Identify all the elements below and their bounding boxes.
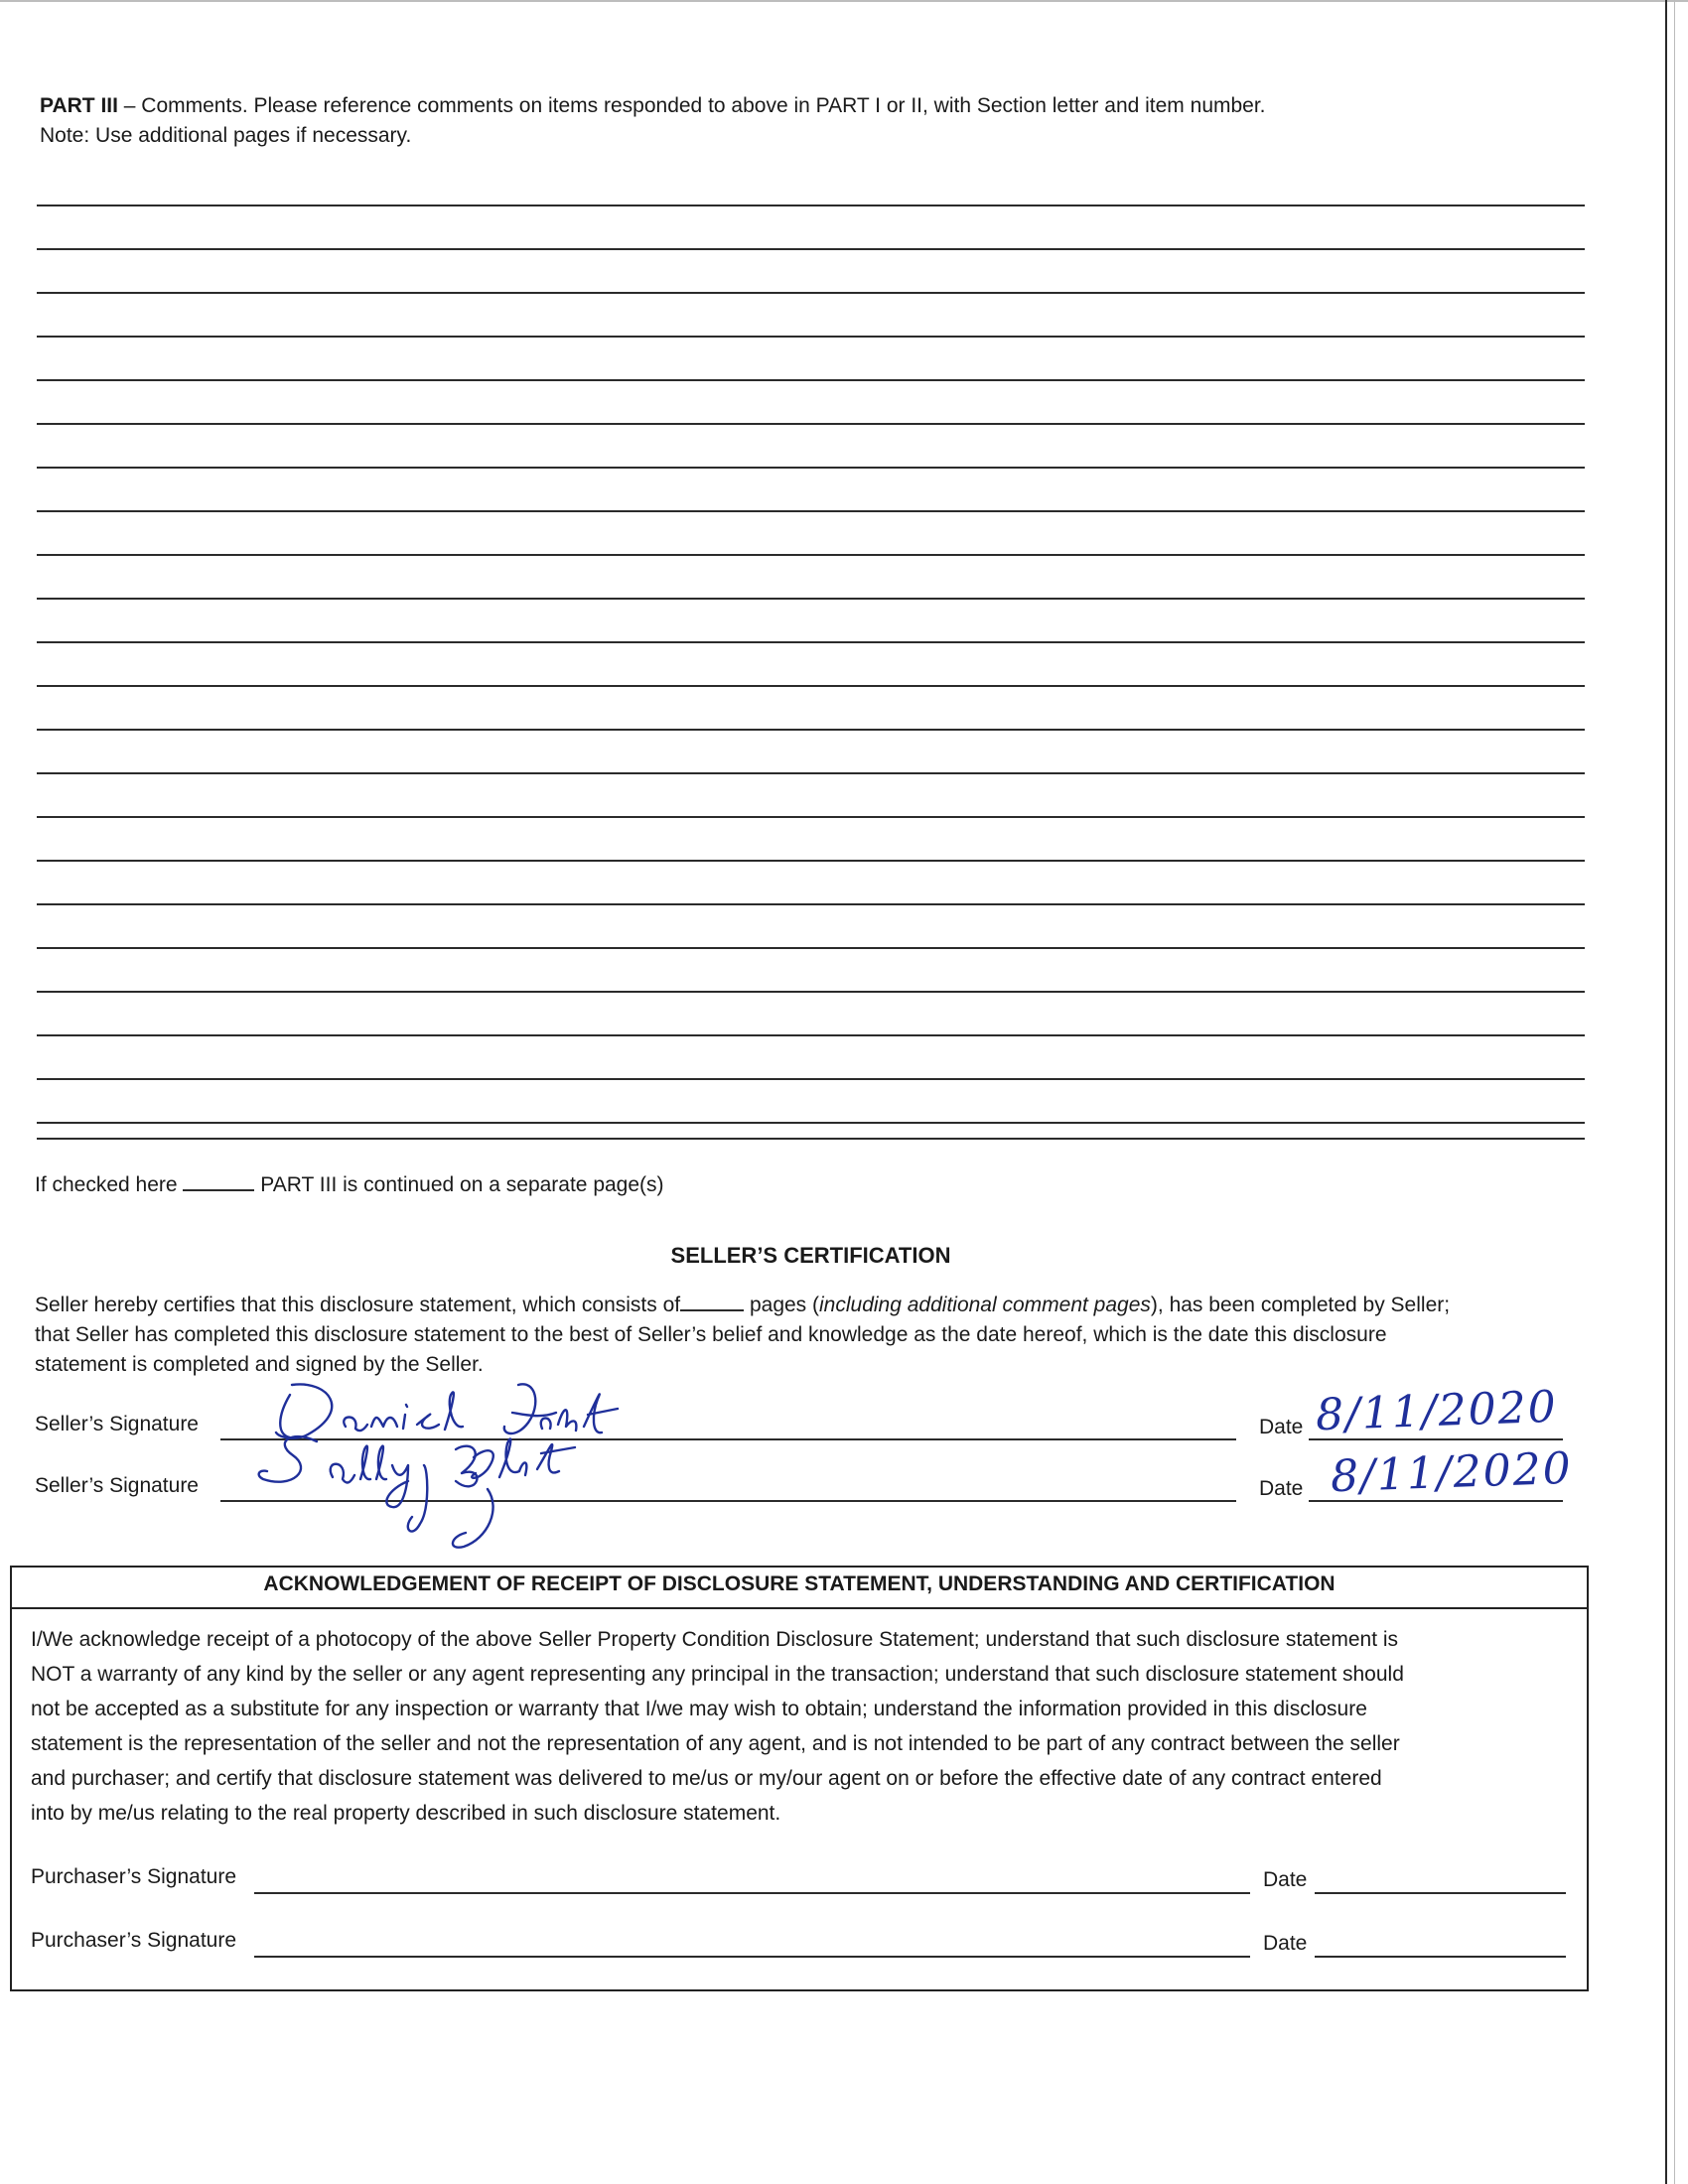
comment-line[interactable] xyxy=(37,554,1585,556)
comment-line[interactable] xyxy=(37,947,1585,949)
part3-heading-text: – Comments. Please reference comments on items responded to above in PART I or II, with Section letter and item number. xyxy=(117,94,1266,117)
comment-line[interactable] xyxy=(37,729,1585,731)
part3-label: PART III xyxy=(40,94,118,117)
comment-line[interactable] xyxy=(37,205,1585,206)
comment-line[interactable] xyxy=(37,816,1585,818)
seller-date-value-2: 8/11/2020 xyxy=(1330,1442,1574,1503)
acknowledgement-text-line: into by me/us relating to the real property described in such disclosure statement. xyxy=(31,1802,781,1825)
comment-line[interactable] xyxy=(37,336,1585,338)
purchaser-signature-line-1[interactable] xyxy=(254,1892,1250,1894)
cert-text-c: ), has been completed by Seller; xyxy=(1150,1294,1451,1316)
comment-line[interactable] xyxy=(37,248,1585,250)
comment-line[interactable] xyxy=(37,1138,1585,1140)
comment-line[interactable] xyxy=(37,379,1585,381)
certification-paragraph-line-2: that Seller has completed this disclosure statement to the best of Seller’s belief and knowledge as the date hereof, which is the date this disclosure xyxy=(35,1323,1387,1346)
acknowledgement-text-line: NOT a warranty of any kind by the seller or any agent representing any principal in the transaction; understand that such disclosure statement should xyxy=(31,1663,1404,1686)
purchaser-signature-label-1: Purchaser’s Signature xyxy=(31,1865,237,1888)
acknowledgement-text-line: statement is the representation of the seller and not the representation of any agent, and is not intended to be part of any contract between the seller xyxy=(31,1732,1400,1755)
continued-prefix: If checked here xyxy=(35,1173,178,1196)
acknowledgement-box xyxy=(10,1566,1589,1991)
continued-suffix: PART III is continued on a separate page(s) xyxy=(260,1173,664,1196)
acknowledgement-title: ACKNOWLEDGEMENT OF RECEIPT OF DISCLOSURE STATEMENT, UNDERSTANDING AND CERTIFICATION xyxy=(263,1572,1336,1595)
purchaser-signature-label-2: Purchaser’s Signature xyxy=(31,1929,237,1952)
scan-edge-right xyxy=(1665,0,1667,2184)
acknowledgement-text-line: and purchaser; and certify that disclosure statement was delivered to me/us or my/our agent on or before the effective date of any contract entered xyxy=(31,1767,1382,1790)
comment-line[interactable] xyxy=(37,641,1585,643)
purchaser-signature-line-2[interactable] xyxy=(254,1956,1250,1958)
page-count-blank[interactable] xyxy=(680,1292,744,1311)
continued-row xyxy=(35,1170,664,1200)
seller-signature-label-1: Seller’s Signature xyxy=(35,1413,199,1435)
certification-paragraph-line-3: statement is completed and signed by the Seller. xyxy=(35,1353,484,1376)
seller-certification-title: SELLER’S CERTIFICATION xyxy=(670,1243,951,1268)
comment-line[interactable] xyxy=(37,1078,1585,1080)
comment-line[interactable] xyxy=(37,467,1585,469)
continued-check-blank[interactable] xyxy=(183,1171,254,1191)
seller-date-label-2: Date xyxy=(1259,1477,1304,1500)
scan-edge-top xyxy=(0,0,1688,2)
comment-line[interactable] xyxy=(37,685,1585,687)
scan-edge-right-shadow xyxy=(1674,0,1675,2184)
seller-handwritten-signature-2 xyxy=(253,1430,591,1554)
seller-date-value-1: 8/11/2020 xyxy=(1315,1381,1559,1441)
comment-line[interactable] xyxy=(37,1034,1585,1036)
comment-line[interactable] xyxy=(37,903,1585,905)
comment-line[interactable] xyxy=(37,772,1585,774)
comment-line[interactable] xyxy=(37,510,1585,512)
comment-line[interactable] xyxy=(37,292,1585,294)
acknowledgement-text-line: not be accepted as a substitute for any inspection or warranty that I/we may wish to obtain; understand the information provided in this disclosure xyxy=(31,1698,1367,1720)
part3-heading xyxy=(40,91,1266,121)
comment-line[interactable] xyxy=(37,991,1585,993)
acknowledgement-text-line: I/We acknowledge receipt of a photocopy of the above Seller Property Condition Disclosure Statement; understand that such disclosure statement is xyxy=(31,1628,1399,1651)
acknowledgement-title-divider xyxy=(12,1607,1587,1609)
purchaser-date-label-2: Date xyxy=(1263,1932,1308,1955)
certification-paragraph-line-1 xyxy=(35,1291,1450,1320)
comment-line[interactable] xyxy=(37,860,1585,862)
comment-line[interactable] xyxy=(37,423,1585,425)
part3-note: Note: Use additional pages if necessary. xyxy=(40,124,412,147)
purchaser-date-label-1: Date xyxy=(1263,1868,1308,1891)
comment-line[interactable] xyxy=(37,1122,1585,1124)
seller-signature-label-2: Seller’s Signature xyxy=(35,1474,199,1497)
cert-text-a: Seller hereby certifies that this disclosure statement, which consists of xyxy=(35,1294,681,1316)
cert-text-italic: including additional comment pages xyxy=(819,1294,1151,1316)
comment-line[interactable] xyxy=(37,598,1585,600)
purchaser-date-line-2[interactable] xyxy=(1315,1956,1566,1958)
seller-date-label-1: Date xyxy=(1259,1416,1304,1438)
cert-text-b: pages ( xyxy=(749,1294,820,1316)
purchaser-date-line-1[interactable] xyxy=(1315,1892,1566,1894)
